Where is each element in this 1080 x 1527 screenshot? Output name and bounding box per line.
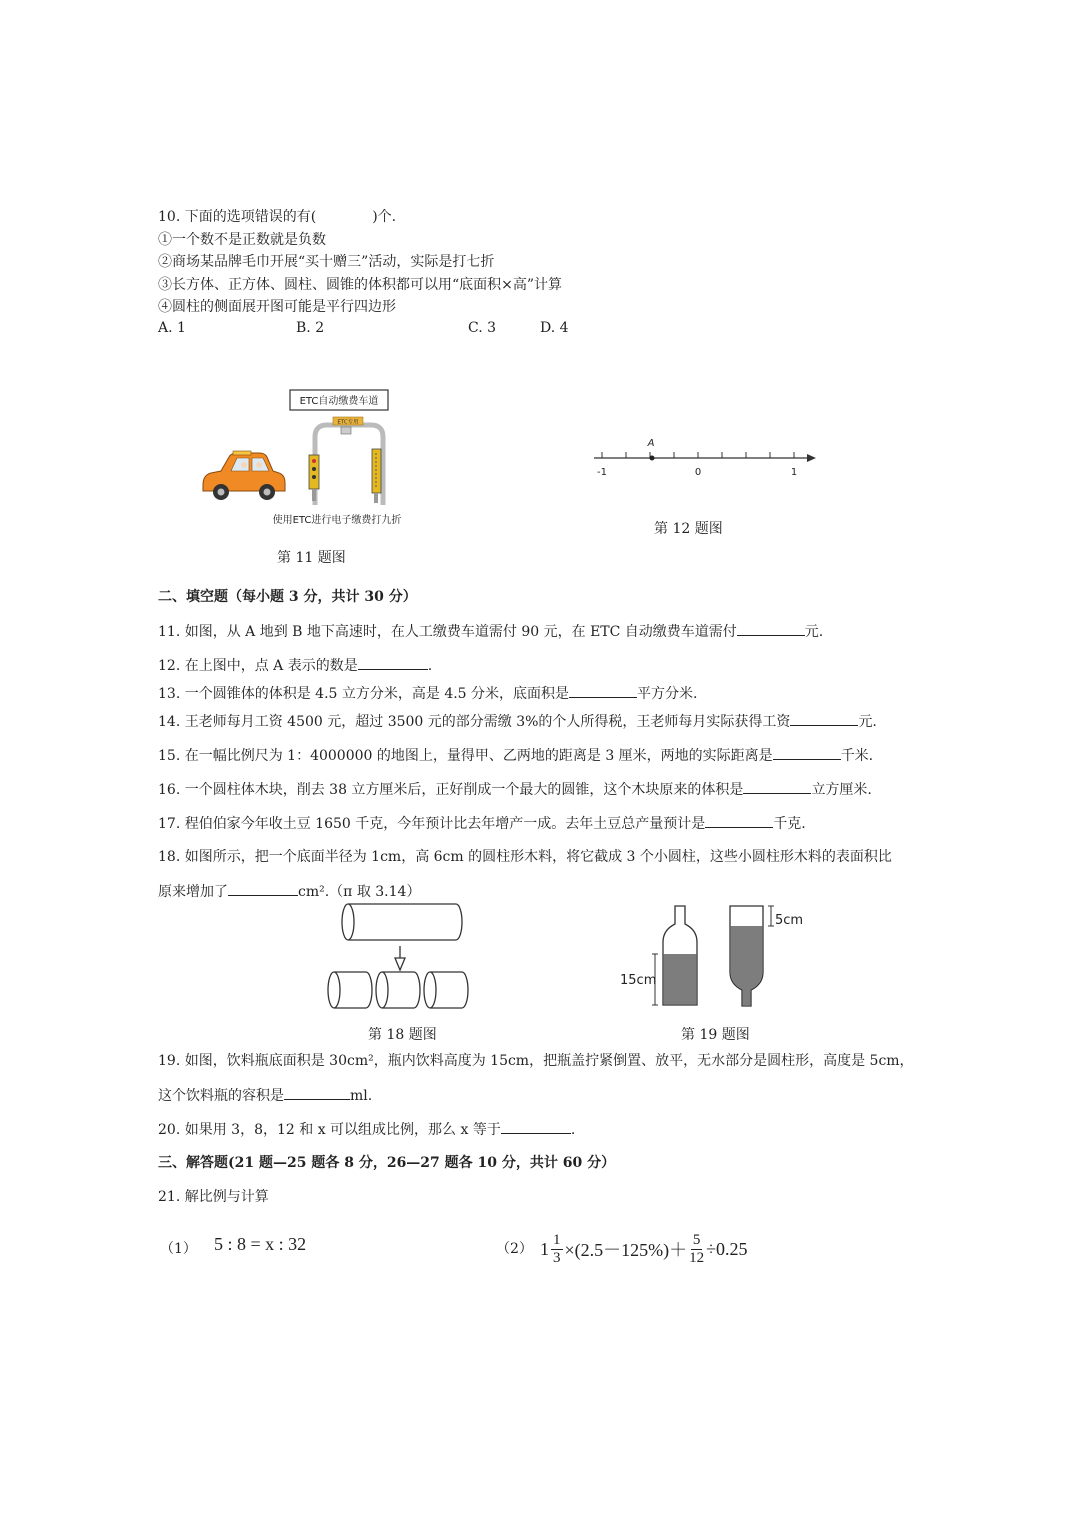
q10-option-a: A. 1 bbox=[158, 320, 186, 336]
q10-option-d: D. 4 bbox=[540, 320, 569, 336]
q12: 12. 在上图中，点 A 表示的数是 . bbox=[158, 655, 432, 676]
q10-item-1: ①一个数不是正数就是负数 bbox=[158, 232, 326, 248]
q18-line2: 原来增加了 cm².（π 取 3.14） bbox=[158, 881, 420, 902]
q21-part1-expression: 5 : 8 = x : 32 bbox=[214, 1234, 307, 1254]
fig19-label-15cm: 15cm bbox=[620, 973, 657, 988]
q21-fraction-1: $\frac{1}{3}$ bbox=[553, 1231, 561, 1266]
fig19-caption: 第 19 题图 bbox=[681, 1027, 750, 1043]
q16: 16. 一个圆柱体木块，削去 38 立方厘米后，正好削成一个最大的圆锥，这个木块原来的体积是 立方厘米. bbox=[158, 779, 872, 800]
fig11-bottom-text: 使用ETC进行电子缴费打九折 bbox=[272, 515, 402, 526]
q10-stem: 10. 下面的选项错误的有( )个. bbox=[158, 209, 397, 225]
fig12-number-line bbox=[588, 432, 823, 487]
fig12-caption: 第 12 题图 bbox=[654, 521, 723, 537]
q18-line1: 18. 如图所示，把一个底面半径为 1cm，高 6cm 的圆柱形木料，将它截成 3 个小圆柱，这些小圆柱形木料的表面积比 bbox=[158, 849, 892, 865]
q15: 15. 在一幅比例尺为 1：4000000 的地图上，量得甲、乙两地的距离是 3 厘米，两地的实际距离是 千米. bbox=[158, 745, 873, 766]
q11: 11. 如图，从 A 地到 B 地下高速时，在人工缴费车道需付 90 元，在 ETC 自动缴费车道需付 元. bbox=[158, 621, 823, 642]
fig19-bottles bbox=[615, 900, 815, 1015]
q10-option-b: B. 2 bbox=[296, 320, 325, 336]
section3-title: 三、解答题(21 题—25 题各 8 分，26—27 题各 10 分，共计 60 分） bbox=[158, 1155, 616, 1171]
q21-part2-label: （2） bbox=[496, 1241, 533, 1257]
q20: 20. 如果用 3，8，12 和 x 可以组成比例，那么 x 等于 . bbox=[158, 1119, 575, 1140]
fig18-cylinders bbox=[322, 900, 482, 1015]
q10-option-c: C. 3 bbox=[468, 320, 497, 336]
fig12-point-a bbox=[650, 456, 655, 461]
q14: 14. 王老师每月工资 4500 元，超过 3500 元的部分需缴 3%的个人所得税，王老师每月实际获得工资 元. bbox=[158, 711, 877, 732]
fig12-tick-0: 0 bbox=[694, 467, 702, 478]
fig12-tick-1: 1 bbox=[790, 467, 798, 478]
q21-middle: ×(2.5－125%)＋ bbox=[564, 1240, 688, 1260]
q17: 17. 程伯伯家今年收土豆 1650 千克，今年预计比去年增产一成。去年土豆总产量预计是 千克. bbox=[158, 813, 806, 834]
q10-item-2: ②商场某品牌毛巾开展“买十赠三”活动，实际是打七折 bbox=[158, 254, 495, 270]
fig18-caption: 第 18 题图 bbox=[368, 1027, 437, 1043]
q19-line2: 这个饮料瓶的容积是 ml. bbox=[158, 1085, 372, 1106]
q19-line1: 19. 如图，饮料瓶底面积是 30cm²，瓶内饮料高度为 15cm，把瓶盖拧紧倒置、放平，无水部分是圆柱形，高度是 5cm， bbox=[158, 1053, 914, 1069]
fig11-etc-illustration bbox=[195, 385, 425, 535]
q10-item-3: ③长方体、正方体、圆柱、圆锥的体积都可以用“底面积×高”计算 bbox=[158, 277, 563, 293]
q13: 13. 一个圆锥体的体积是 4.5 立方分米，高是 4.5 分米，底面积是 平方分米. bbox=[158, 683, 698, 704]
q21-title: 21. 解比例与计算 bbox=[158, 1189, 269, 1205]
fig19-label-5cm: 5cm bbox=[775, 913, 804, 928]
fig11-gate-label: ETC专用 bbox=[337, 419, 359, 426]
q21-part1-label: （1） bbox=[160, 1241, 197, 1257]
fig12-point-label: A bbox=[647, 438, 655, 449]
q21-part2-expression bbox=[540, 1226, 748, 1272]
q21-end: ÷0.25 bbox=[706, 1238, 748, 1259]
fig11-sign-text: ETC自动缴费车道 bbox=[299, 396, 379, 407]
fig11-caption: 第 11 题图 bbox=[277, 550, 346, 566]
q21-fraction-2: $\frac{5}{12}$ bbox=[689, 1231, 705, 1266]
fig12-tick-minus1: -1 bbox=[597, 467, 607, 478]
section2-title: 二、填空题（每小题 3 分，共计 30 分） bbox=[158, 589, 417, 605]
q10-item-4: ④圆柱的侧面展开图可能是平行四边形 bbox=[158, 299, 396, 315]
q21-whole-number: 1 bbox=[540, 1238, 549, 1259]
